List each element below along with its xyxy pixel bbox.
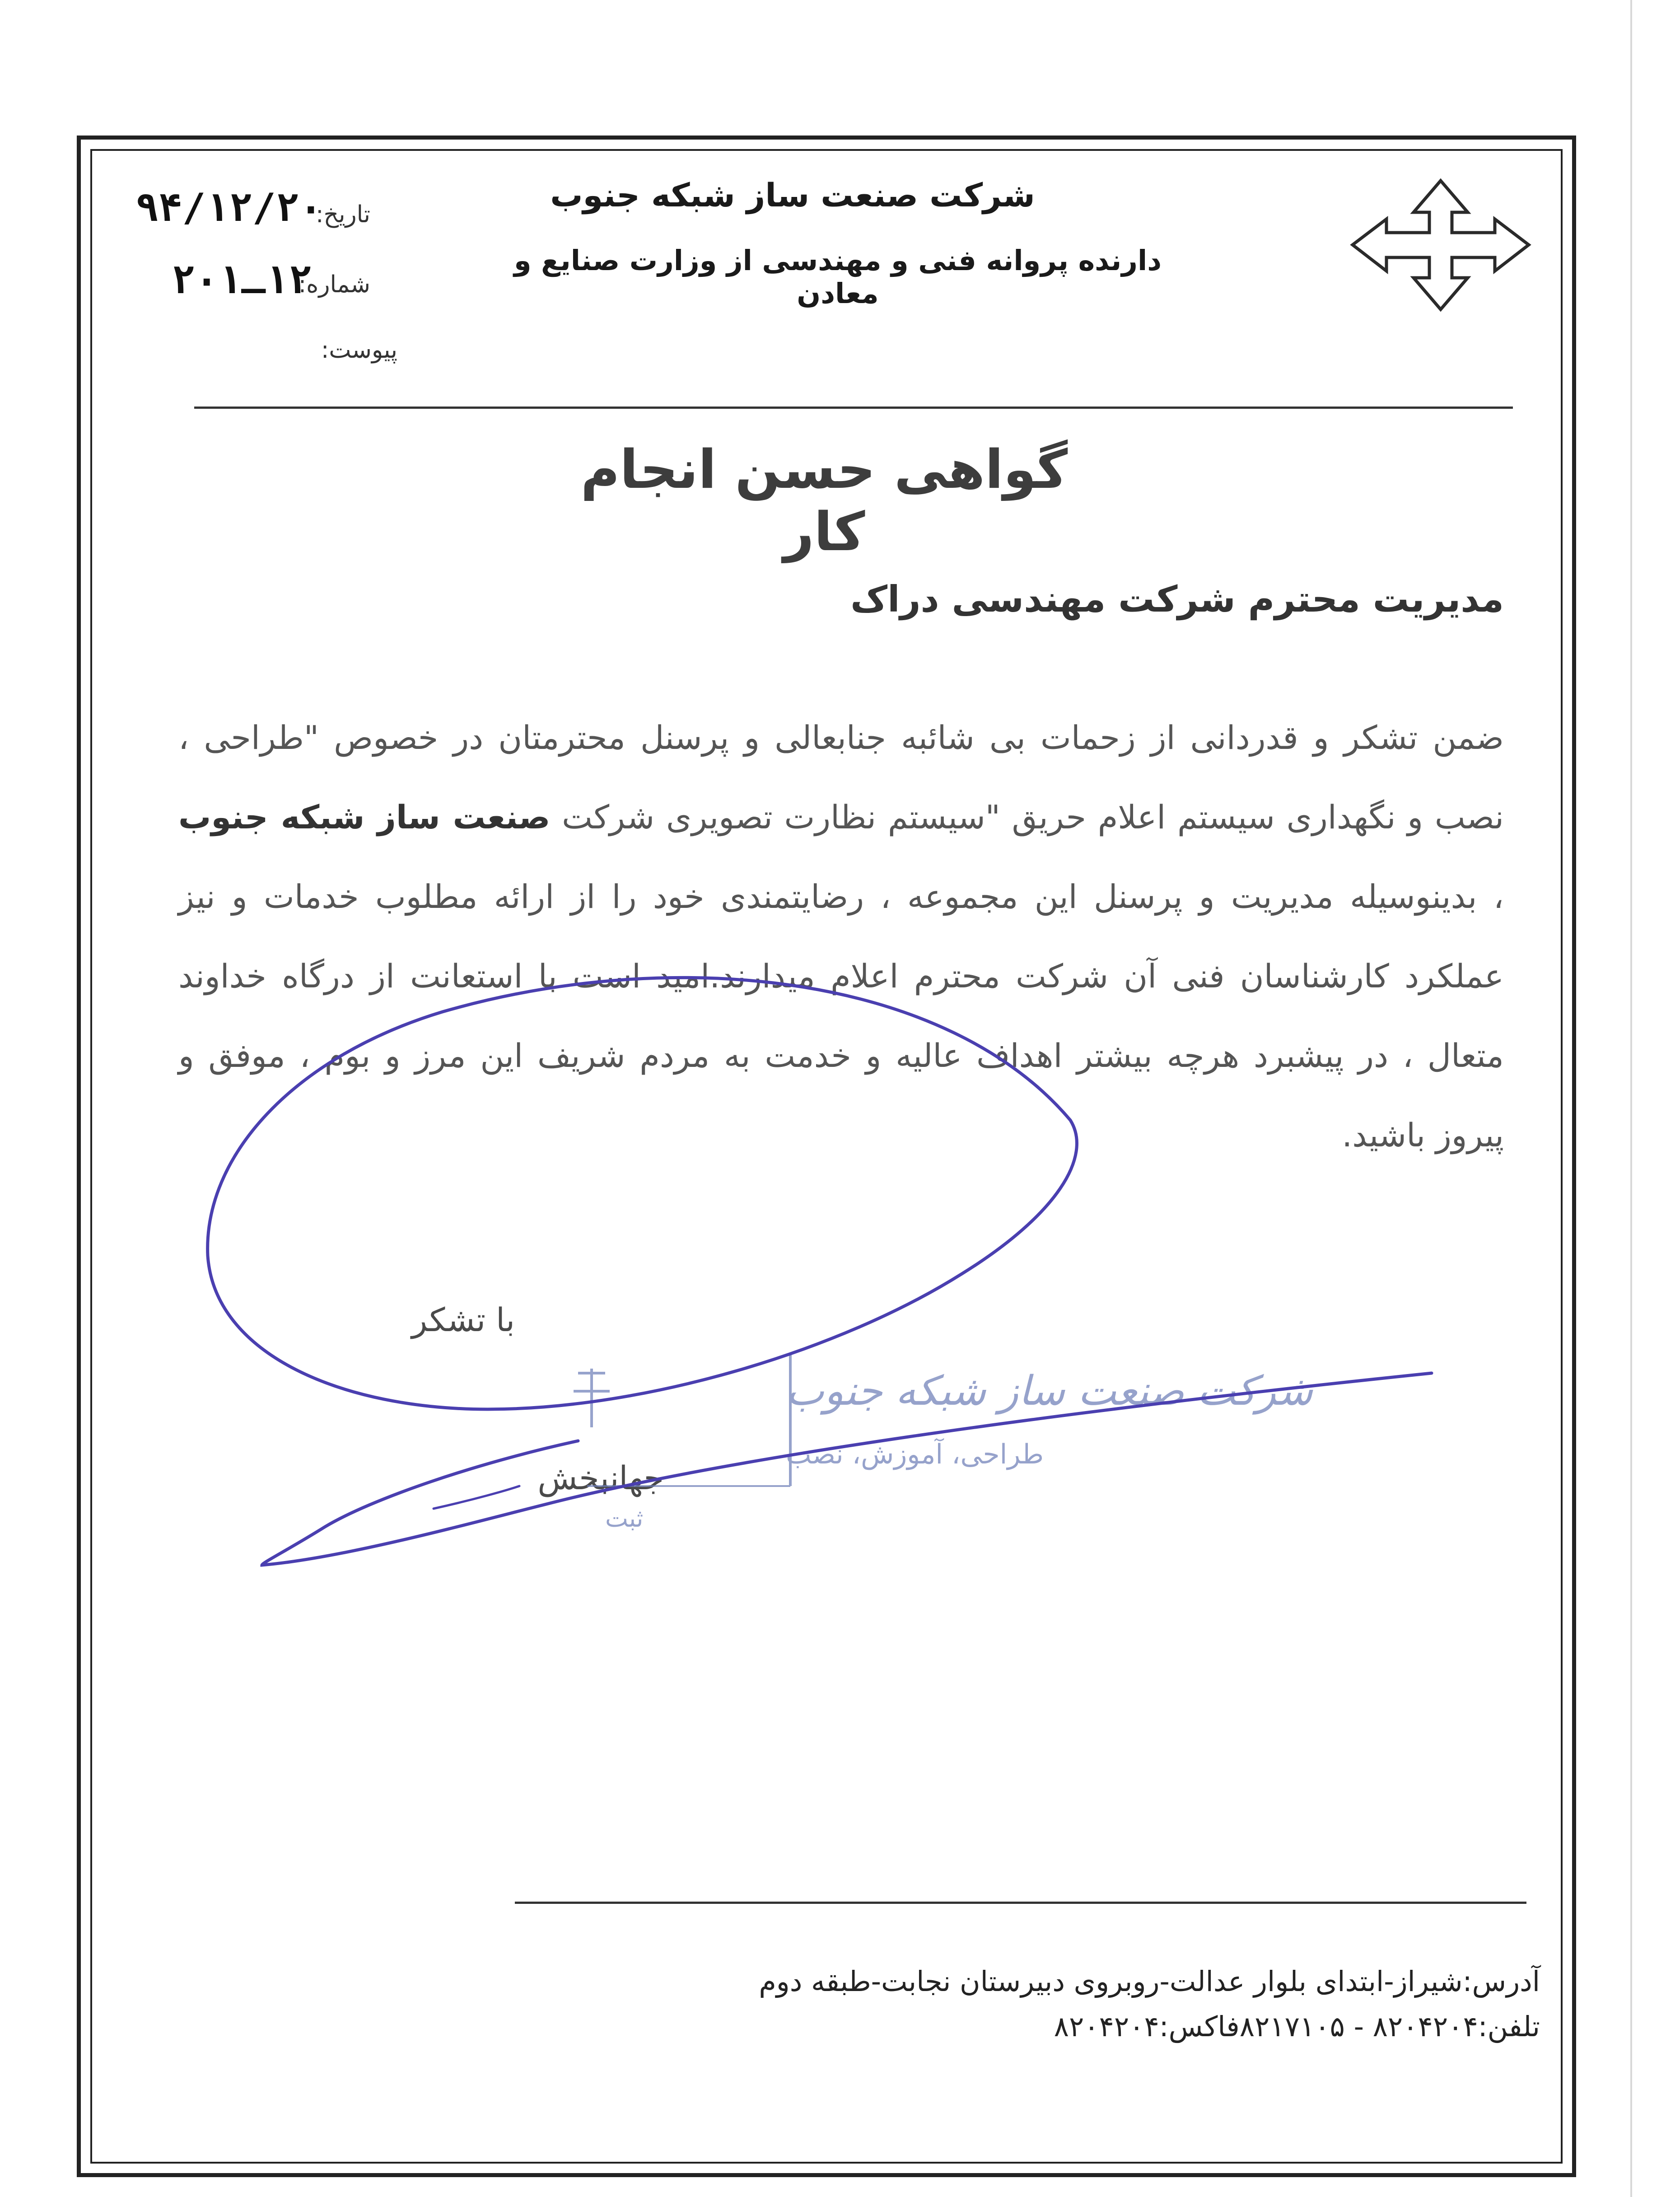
company-stamp (334, 1337, 1313, 1545)
license-line: دارنده پروانه فنی و مهندسی از وزارت صنایع و معادن (513, 244, 1162, 310)
stamp-registration: ثبت (605, 1504, 644, 1533)
closing-text: با تشکر (411, 1301, 515, 1339)
body-part-2: ، بدینوسیله مدیریت و پرسنل این مجموعه ، رضایتمندی خود را از ارائه مطلوب خدمات و نیز عملکرد کارشناسان فنی آن شرکت محترم اعلام میدارند.امید است با استعانت از درگاه خداوند متعال ، در پیشبرد هرچه بیشتر اهداف عالیه و خدمت به مردم شریف این مرز و بوم ، موفق و پیروز باشید. (178, 878, 1504, 1154)
body-part-1: ضمن تشکر و قدردانی از زحمات بی شائبه جنابعالی و پرسنل محترمتان در خصوص "طراحی ، نصب و نگهداری سیستم اعلام حریق "سیستم نظارت تصویری شرکت (178, 719, 1504, 836)
date-value: ۹۴/۱۲/۲۰ (135, 185, 323, 230)
header-divider (194, 407, 1513, 409)
footer-phone: تلفن:۸۲۰۴۲۰۴ - ۸۲۱۷۱۰۵فاکس:۸۲۰۴۲۰۴ (1054, 2010, 1540, 2043)
stamp-subtext: طراحی، آموزش، نصب (786, 1439, 1044, 1470)
attachment-label: پیوست: (321, 337, 397, 364)
number-value: ۱۲ـ۲۰۱ (172, 257, 312, 303)
signer-name: جهانبخش (537, 1459, 664, 1497)
stamp-text: شرکت صنعت ساز شبکه جنوب (786, 1367, 1313, 1415)
company-name: شرکت صنعت ساز شبکه جنوب (550, 176, 1035, 214)
footer-divider (515, 1902, 1526, 1904)
body-text (178, 698, 1504, 1175)
scan-edge (1630, 0, 1632, 2197)
footer-address: آدرس:شیراز-ابتدای بلوار عدالت-روبروی دبیرستان نجابت-طبقه دوم (759, 1965, 1540, 1998)
body-company-name: صنعت ساز شبکه جنوب (178, 798, 551, 836)
document-title: گواهی حسن انجام کار (580, 438, 1068, 563)
date-label: تاریخ: (316, 201, 370, 228)
four-way-arrows-icon (1350, 178, 1531, 312)
addressee: مدیریت محترم شرکت مهندسی دراک (850, 578, 1504, 620)
number-label: شماره: (298, 271, 370, 298)
